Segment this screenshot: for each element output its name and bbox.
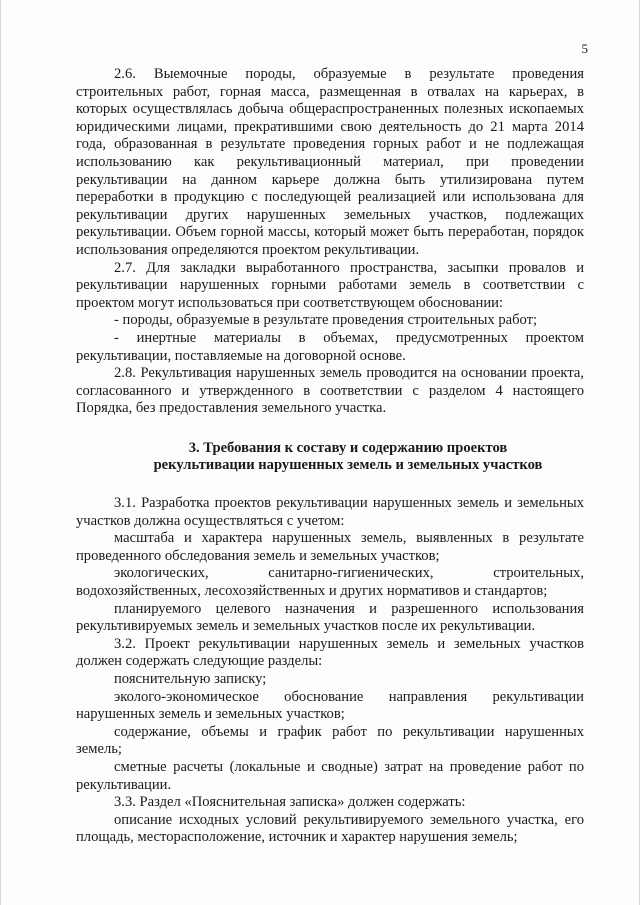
section-heading — [76, 440, 584, 475]
list-item-scale: масштаба и характера нарушенных земель, выявленных в результате проведенного обследования земель и земельных участков; — [76, 530, 584, 564]
paragraph-2-8: 2.8. Рекультивация нарушенных земель проводится на основании проекта, согласованного и утвержденного в соответствии с разделом 4 настоящего Порядка, без предоставления земельного участка. — [76, 365, 584, 417]
page-number: 5 — [581, 41, 588, 56]
list-item-work-schedule: содержание, объемы и график работ по рекультивации нарушенных земель; — [76, 723, 584, 758]
list-item-norms: экологических, санитарно-гигиенических, строительных, водохозяйственных, лесохозяйственных и других нормативов и стандартов; — [76, 565, 584, 600]
list-item-initial-conditions: описание исходных условий рекультивируемого земельного участка, его площадь, месторасположение, источник и характер нарушения земель; — [76, 811, 584, 846]
paragraph-3-2: 3.2. Проект рекультивации нарушенных земель и земельных участков должен содержать следующие разделы: — [76, 635, 584, 670]
list-item-eco-justification: эколого-экономическое обоснование направления рекультивации нарушенных земель и земельных участков; — [76, 688, 584, 723]
paragraph-2-7: 2.7. Для закладки выработанного пространства, засыпки провалов и рекультивации нарушенных горными работами земель в соответствии с проектом могут использоваться при соответствующем обосновании: — [76, 259, 584, 311]
paragraph-3-1: 3.1. Разработка проектов рекультивации нарушенных земель и земельных участков должна осуществляться с учетом: — [76, 495, 584, 529]
scan-edge-left — [0, 0, 1, 905]
paragraph-3-3: 3.3. Раздел «Пояснительная записка» должен содержать: — [114, 794, 466, 811]
section-title-line-2: рекультивации нарушенных земель и земельных участков — [153, 457, 543, 474]
list-item-purpose: планируемого целевого назначения и разрешенного использования рекультивируемых земель и земельных участков после их рекультивации. — [76, 600, 584, 635]
section-title-line-1: 3. Требования к составу и содержанию проектов — [188, 439, 508, 456]
list-item-estimates: сметные расчеты (локальные и сводные) затрат на проведение работ по рекультивации. — [76, 758, 584, 793]
document-body — [76, 66, 584, 847]
list-item-inert-materials: - инертные материалы в объемах, предусмотренных проектом рекультивации, поставляемые на договорной основе. — [76, 329, 584, 364]
paragraph-2-6: 2.6. Выемочные породы, образуемые в результате проведения строительных работ, горная масса, размещенная в отвалах на карьерах, в которых осуществлялась добыча общераспространенных полезных ископаемых юридическими лицами, прекратившими свою деятельность до 21 марта 2014 года, образованная в результате проведения горных работ и не подлежащая использованию как рекультивационный материал, при проведении рекультивации на данном карьере должна быть утилизирована путем переработки в продукцию с последующей реализацией или использована для рекультивации других нарушенных земельных участков, подлежащих рекультивации. Объем горной массы, который может быть переработан, порядок использования определяются проектом рекультивации. — [76, 66, 584, 258]
list-item-rocks: - породы, образуемые в результате проведения строительных работ; — [114, 312, 538, 329]
list-item-explanatory-note: пояснительную записку; — [114, 671, 267, 687]
